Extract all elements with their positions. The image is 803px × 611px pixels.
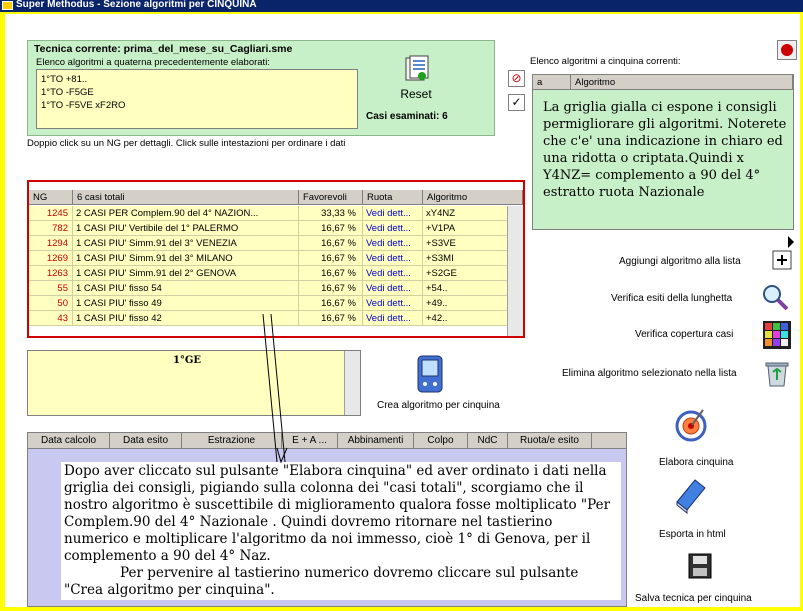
column-abbinamenti[interactable]: Abbinamenti	[338, 433, 414, 449]
table-row[interactable]	[29, 251, 523, 266]
column-data-esito[interactable]: Data esito	[110, 433, 182, 449]
verifica-copertura-label[interactable]: Verifica copertura casi	[635, 329, 734, 340]
table-row[interactable]	[29, 266, 523, 281]
cell-ng[interactable]: 50	[29, 296, 73, 311]
column-e-a[interactable]: E + A ...	[282, 433, 338, 449]
cell-favorevoli: 16,67 %	[299, 251, 363, 266]
cell-algoritmo: +42..	[423, 311, 523, 326]
current-algorithms-grid[interactable]	[532, 74, 794, 230]
target-icon[interactable]	[675, 406, 709, 442]
cell-ruota[interactable]: Vedi dett...	[363, 206, 423, 221]
client-area	[5, 14, 800, 607]
algorithm-editor[interactable]	[27, 350, 361, 416]
advice-grid-header	[29, 190, 523, 205]
cell-favorevoli: 16,67 %	[299, 266, 363, 281]
cell-algoritmo: +S2GE	[423, 266, 523, 281]
cell-algoritmo: +54..	[423, 281, 523, 296]
cell-casi: 1 CASI PIU' fisso 54	[73, 281, 299, 296]
instruction-note	[61, 462, 621, 600]
column-ruota[interactable]: Ruota	[363, 190, 423, 205]
cell-ruota[interactable]: Vedi dett...	[363, 266, 423, 281]
salva-tecnica-button[interactable]: Salva tecnica per cinquina	[635, 593, 752, 604]
elimina-label[interactable]: Elimina algoritmo selezionato nella lista	[562, 368, 737, 379]
book-export-icon[interactable]	[673, 476, 709, 514]
cell-casi: 1 CASI PIU' Simm.91 del 3° MILANO	[73, 251, 299, 266]
instruction-paragraph-2: Per pervenire al tastierino numerico dovremo cliccare sul pulsante "Crea algoritmo per cinquina".	[64, 565, 579, 598]
table-row[interactable]	[29, 221, 523, 236]
column-data-calcolo[interactable]: Data calcolo	[28, 433, 110, 449]
crea-algoritmo-button[interactable]: Crea algoritmo per cinquina	[377, 400, 500, 411]
cell-ruota[interactable]: Vedi dett...	[363, 221, 423, 236]
table-row[interactable]	[29, 296, 523, 311]
cell-ruota[interactable]: Vedi dett...	[363, 251, 423, 266]
cell-algoritmo: +S3VE	[423, 236, 523, 251]
cell-ruota[interactable]: Vedi dett...	[363, 311, 423, 326]
cell-favorevoli: 16,67 %	[299, 281, 363, 296]
reset-button[interactable]: Reset	[400, 87, 432, 101]
column-estrazione[interactable]: Estrazione	[182, 433, 282, 449]
recycle-bin-icon[interactable]	[762, 358, 792, 388]
table-row[interactable]	[29, 236, 523, 251]
cell-ruota[interactable]: Vedi dett...	[363, 281, 423, 296]
current-list-label: Elenco algoritmi a cinquina correnti:	[530, 56, 681, 67]
algorithm-item: 1°TO -F5GE	[41, 87, 94, 98]
table-row[interactable]	[29, 311, 523, 326]
column-algoritmo[interactable]: Algoritmo	[571, 75, 793, 90]
column-favorevoli[interactable]: Favorevoli	[299, 190, 363, 205]
cell-favorevoli: 16,67 %	[299, 311, 363, 326]
editor-text: 1°GE	[172, 355, 202, 366]
editor-scrollbar[interactable]	[344, 351, 360, 415]
column-ng[interactable]: NG	[29, 190, 73, 205]
table-row[interactable]	[29, 206, 523, 221]
technique-panel	[27, 40, 495, 136]
cell-favorevoli: 33,33 %	[299, 206, 363, 221]
window-titlebar	[0, 0, 803, 12]
window-title: Super Methodus - Sezione algoritmi per CINQUINA	[16, 0, 257, 10]
cell-casi: 1 CASI PIU' Simm.91 del 3° VENEZIA	[73, 236, 299, 251]
annotation-note: La griglia gialla ci espone i consigli permigliorare gli algoritmi. Noterete che c'e' una indicazione in chiaro ed una ridotta o criptata.Quindi x Y4NZ= complemento a 90 del 4° estratto ruota Nazionale	[543, 100, 787, 200]
algorithm-item: 1°TO +81..	[41, 74, 88, 85]
elabora-cinquina-button[interactable]: Elabora cinquina	[659, 457, 734, 468]
esporta-html-button[interactable]: Esporta in html	[659, 529, 726, 540]
column-colpo[interactable]: Colpo	[414, 433, 468, 449]
previous-algorithms-list[interactable]	[36, 69, 358, 129]
algorithm-item: 1°TO -F5VE xF2RO	[41, 100, 126, 111]
reset-icon[interactable]	[404, 55, 430, 83]
cell-casi: 1 CASI PIU' fisso 49	[73, 296, 299, 311]
color-grid-icon[interactable]	[762, 320, 792, 350]
cell-ng[interactable]: 1245	[29, 206, 73, 221]
cell-favorevoli: 16,67 %	[299, 221, 363, 236]
floppy-icon[interactable]	[687, 552, 713, 580]
cell-algoritmo: +49..	[423, 296, 523, 311]
technique-title: Tecnica corrente: prima_del_mese_su_Cagliari.sme	[34, 43, 293, 55]
column-algoritmo[interactable]: Algoritmo	[423, 190, 523, 205]
cell-algoritmo: +V1PA	[423, 221, 523, 236]
cell-casi: 1 CASI PIU' Vertibile del 1° PALERMO	[73, 221, 299, 236]
casi-esaminati: Casi esaminati: 6	[366, 111, 448, 122]
cell-casi: 1 CASI PIU' fisso 42	[73, 311, 299, 326]
previous-algorithms-label: Elenco algoritmi a quaterna precedentemente elaborati:	[36, 57, 270, 68]
table-row[interactable]	[29, 281, 523, 296]
cursor-icon	[788, 236, 794, 248]
cell-algoritmo: +S3MI	[423, 251, 523, 266]
column-ruota-esito[interactable]: Ruota/e esito	[508, 433, 592, 449]
cell-casi: 2 CASI PER Complem.90 del 4° NAZION...	[73, 206, 299, 221]
current-list-header	[533, 75, 793, 90]
grid-hint: Doppio click su un NG per dettagli. Click sulle intestazioni per ordinare i dati	[27, 138, 346, 149]
cell-favorevoli: 16,67 %	[299, 236, 363, 251]
magnifier-icon[interactable]	[760, 282, 790, 312]
cell-ng[interactable]: 55	[29, 281, 73, 296]
aggiungi-label[interactable]: Aggiungi algoritmo alla lista	[619, 256, 741, 267]
instruction-paragraph-1: Dopo aver cliccato sul pulsante "Elabora cinquina" ed aver ordinato i dati nella griglia dei consigli, pigiando sulla colonna dei "casi totali", scorgiamo che il nostro algoritmo è suscettibile di miglioramento qualora fosse moltiplicato "Per Complem.90 del 4° Nazionale . Quindi dovremo ritornare nel tastierino numerico e moltiplicare l'algoritmo da noi immesso, cioè 1° di Genova, per il complemento a 90 del 4° Naz.	[64, 463, 611, 564]
cell-casi: 1 CASI PIU' Simm.91 del 2° GENOVA	[73, 266, 299, 281]
add-icon[interactable]	[772, 250, 792, 270]
column-casi-totali[interactable]: 6 casi totali	[73, 190, 299, 205]
cell-ng[interactable]: 782	[29, 221, 73, 236]
checkmark-icon[interactable]: ✓	[508, 94, 525, 111]
prohibit-icon[interactable]: ⊘	[508, 70, 525, 87]
cell-algoritmo: xY4NZ	[423, 206, 523, 221]
grid-scrollbar[interactable]	[507, 206, 523, 336]
cell-ng[interactable]: 1294	[29, 236, 73, 251]
cell-favorevoli: 16,67 %	[299, 296, 363, 311]
column-a[interactable]: a	[533, 75, 571, 90]
advice-grid[interactable]	[27, 180, 525, 338]
cell-ruota[interactable]: Vedi dett...	[363, 296, 423, 311]
cell-ng[interactable]: 43	[29, 311, 73, 326]
results-grid-header	[28, 433, 626, 449]
verifica-esiti-label[interactable]: Verifica esiti della lunghetta	[611, 293, 733, 304]
move-up-icon[interactable]	[777, 40, 797, 60]
column-ndc[interactable]: NdC	[468, 433, 508, 449]
cell-ng[interactable]: 1263	[29, 266, 73, 281]
handheld-icon[interactable]	[415, 354, 445, 394]
app-icon	[2, 1, 13, 10]
cell-ruota[interactable]: Vedi dett...	[363, 236, 423, 251]
cell-ng[interactable]: 1269	[29, 251, 73, 266]
